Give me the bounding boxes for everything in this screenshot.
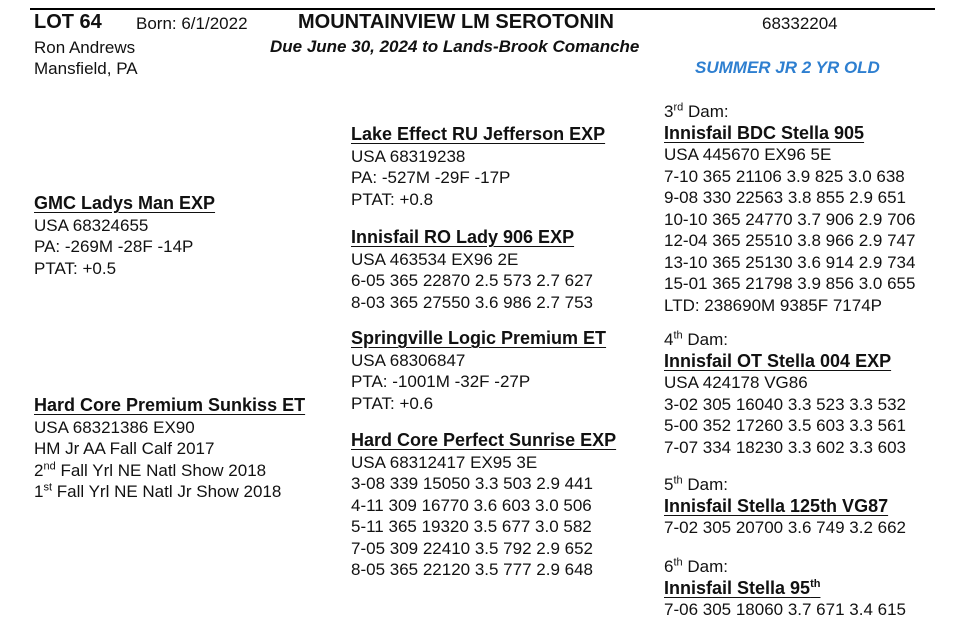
dam-sire-line: PTA: -1001M -32F -27P	[351, 372, 531, 391]
sire-sire-name: Lake Effect RU Jefferson EXP	[351, 124, 606, 144]
dam-dam-line: 5-11 365 19320 3.5 677 3.0 582	[351, 517, 592, 536]
sixth-dam-label: 6th Dam:	[664, 556, 728, 576]
fourth-dam-line: 5-00 352 17260 3.5 603 3.3 561	[664, 416, 906, 435]
born-date: Born: 6/1/2022	[136, 14, 248, 33]
fifth-dam-line: 7-02 305 20700 3.6 749 3.2 662	[664, 518, 906, 537]
dam-sire-name: Springville Logic Premium ET	[351, 328, 607, 348]
third-dam-line: 13-10 365 25130 3.6 914 2.9 734	[664, 252, 916, 272]
fifth-dam-name: Innisfail Stella 125th VG87	[664, 495, 889, 516]
due-info: Due June 30, 2024 to Lands-Brook Comanche	[270, 37, 640, 56]
fourth-dam-block	[664, 329, 906, 458]
lot-number: LOT 64	[34, 11, 102, 33]
dam-dam-line: USA 68312417 EX95 3E	[351, 452, 538, 472]
third-dam-line: 9-08 330 22563 3.8 855 2.9 651	[664, 188, 906, 207]
sire-line: PA: -269M -28F -14P	[34, 237, 194, 256]
third-dam-label: 3rd Dam:	[664, 101, 729, 121]
sixth-dam-line: 7-06 305 18060 3.7 671 3.4 615	[664, 600, 906, 619]
sire-name: GMC Ladys Man EXP	[34, 193, 216, 213]
sire-dam-name: Innisfail RO Lady 906 EXP	[351, 227, 575, 247]
dam-line: HM Jr AA Fall Calf 2017	[34, 439, 215, 458]
dam-award: 1st Fall Yrl NE Natl Jr Show 2018	[34, 481, 282, 501]
fourth-dam-name: Innisfail OT Stella 004 EXP	[664, 350, 892, 371]
dam-sire-line: PTAT: +0.6	[351, 393, 434, 413]
fourth-dam-label: 4th Dam:	[664, 329, 728, 349]
sire-sire-block	[351, 124, 605, 210]
third-dam-line: 7-10 365 21106 3.9 825 3.0 638	[664, 166, 905, 186]
fourth-dam-line: USA 424178 VG86	[664, 373, 808, 392]
sixth-dam-name: Innisfail Stella 95th	[664, 577, 821, 598]
class-label: SUMMER JR 2 YR OLD	[695, 58, 880, 77]
dam-block	[34, 395, 305, 503]
dam-award: 2nd Fall Yrl NE Natl Show 2018	[34, 459, 267, 480]
sire-dam-line: 6-05 365 22870 2.5 573 2.7 627	[351, 271, 593, 290]
third-dam-line: 10-10 365 24770 3.7 906 2.9 706	[664, 209, 916, 229]
sire-sire-line: PA: -527M -29F -17P	[351, 168, 511, 187]
dam-name: Hard Core Premium Sunkiss ET	[34, 395, 306, 415]
dam-line: USA 68321386 EX90	[34, 417, 195, 437]
sixth-dam-block	[664, 556, 906, 621]
sire-block	[34, 193, 215, 279]
third-dam-name: Innisfail BDC Stella 905	[664, 122, 865, 143]
dam-dam-name: Hard Core Perfect Sunrise EXP	[351, 430, 617, 450]
sire-dam-line: USA 463534 EX96 2E	[351, 249, 519, 269]
sire-line: USA 68324655	[34, 215, 149, 235]
third-dam-line: LTD: 238690M 9385F 7174P	[664, 295, 882, 315]
owner-info	[34, 37, 138, 79]
fifth-dam-label: 5th Dam:	[664, 474, 728, 494]
fourth-dam-line: 7-07 334 18230 3.3 602 3.3 603	[664, 437, 906, 457]
third-dam-line: 15-01 365 21798 3.9 856 3.0 655	[664, 274, 916, 293]
top-rule	[30, 8, 935, 10]
fifth-dam-block	[664, 474, 906, 539]
sire-dam-block	[351, 227, 593, 313]
fourth-dam-line: 3-02 305 16040 3.3 523 3.3 532	[664, 394, 906, 414]
dam-dam-line: 3-08 339 15050 3.3 503 2.9 441	[351, 474, 593, 493]
sire-dam-line: 8-03 365 27550 3.6 986 2.7 753	[351, 292, 593, 312]
third-dam-line: 12-04 365 25510 3.8 966 2.9 747	[664, 231, 916, 250]
dam-dam-line: 7-05 309 22410 3.5 792 2.9 652	[351, 538, 593, 558]
dam-dam-block	[351, 430, 616, 581]
dam-sire-line: USA 68306847	[351, 350, 466, 370]
sire-sire-line: PTAT: +0.8	[351, 189, 434, 209]
dam-sire-block	[351, 328, 606, 414]
animal-name: MOUNTAINVIEW LM SEROTONIN	[298, 11, 614, 33]
dam-dam-line: 8-05 365 22120 3.5 777 2.9 648	[351, 560, 593, 579]
owner-location: Mansfield, PA	[34, 59, 138, 78]
third-dam-block	[664, 101, 915, 316]
third-dam-line: USA 445670 EX96 5E	[664, 145, 832, 164]
sire-line: PTAT: +0.5	[34, 258, 117, 278]
dam-dam-line: 4-11 309 16770 3.6 603 3.0 506	[351, 495, 592, 515]
owner-name: Ron Andrews	[34, 38, 136, 57]
sire-sire-line: USA 68319238	[351, 146, 466, 166]
registration-number: 68332204	[762, 14, 838, 33]
